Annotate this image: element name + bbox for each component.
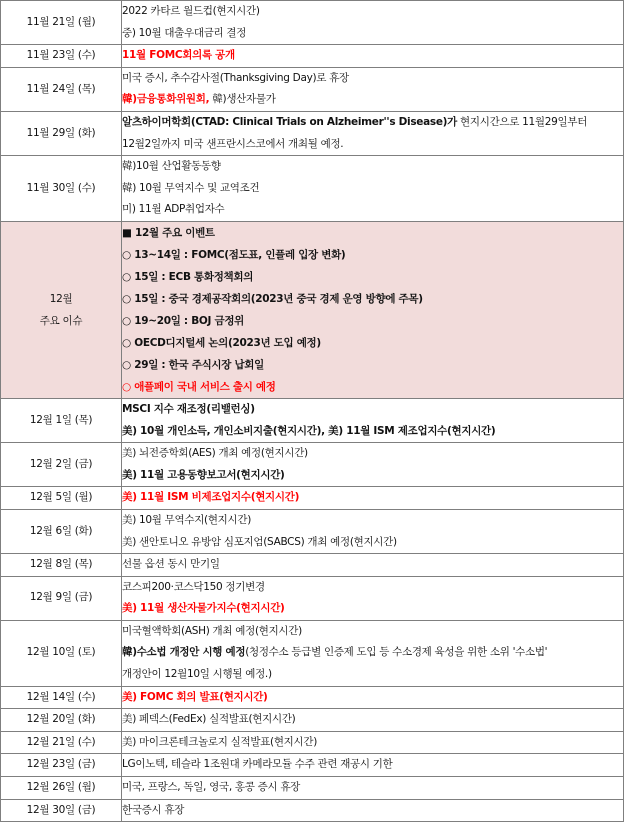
description-line: [122, 421, 623, 443]
schedule-date: [1, 777, 122, 800]
schedule-description: [122, 576, 624, 620]
schedule-row: [1, 777, 624, 800]
schedule-date: [1, 620, 122, 686]
schedule-date: [1, 686, 122, 709]
schedule-description: [122, 799, 624, 822]
schedule-description: [122, 554, 624, 577]
description-text: ■ 12월 주요 이벤트: [122, 226, 215, 239]
description-line: [122, 45, 623, 67]
schedule-date-text: 12월: [49, 292, 73, 305]
schedule-date-text: 12월 5일 (월): [29, 491, 93, 504]
schedule-row: [1, 709, 624, 732]
schedule-date: [1, 156, 122, 222]
schedule-date-text: 11월 21일 (월): [26, 15, 96, 28]
description-line: [122, 621, 623, 643]
description-line: [122, 554, 623, 576]
description-text: 미국 증시, 추수감사절(Thanksgiving Day)로 휴장: [122, 71, 349, 84]
description-text: 美) 마이크론테크놀로지 실적발표(현지시간): [122, 735, 317, 748]
description-line: [122, 222, 623, 244]
description-line: [122, 754, 623, 776]
schedule-date-text: 12월 1일 (목): [29, 413, 93, 426]
schedule-date: [1, 398, 122, 442]
description-line: [122, 1, 623, 23]
description-text: 韓)10월 산업활동동향: [122, 160, 221, 173]
schedule-date-text: 11월 24일 (목): [26, 82, 96, 95]
description-line: [122, 687, 623, 709]
schedule-row: [1, 443, 624, 487]
description-text: ○ 15일 : 중국 경제공작회의(2023년 중국 경제 운영 방향에 주목): [122, 292, 423, 305]
schedule-description: [122, 777, 624, 800]
schedule-date: [1, 576, 122, 620]
schedule-row: [1, 554, 624, 577]
description-line: [122, 598, 623, 620]
description-text: ○ 15일 : ECB 통화정책회의: [122, 270, 254, 283]
description-text: 美) 10월 무역수지(현지시간): [122, 513, 252, 526]
schedule-description: [122, 45, 624, 68]
description-text: 한국증시 휴장: [122, 803, 185, 816]
description-line: [122, 134, 623, 156]
schedule-date: [1, 754, 122, 777]
description-line: [122, 732, 623, 754]
schedule-date-text: 12월 14일 (수): [26, 690, 96, 703]
description-line: [122, 156, 623, 178]
schedule-date-text: 주요 이슈: [39, 314, 83, 327]
description-line: [122, 443, 623, 465]
description-line: [122, 664, 623, 686]
schedule-date: [1, 221, 122, 398]
description-line: [122, 465, 623, 487]
description-text: 美) FOMC 회의 발표(현지시간): [122, 690, 268, 703]
description-text: 알츠하이머학회(CTAD: Clinical Trials on Alzheimer''s Disease)가: [122, 115, 458, 128]
schedule-row: [1, 731, 624, 754]
schedule-body: [1, 1, 624, 822]
description-line: [122, 777, 623, 799]
description-text: LG이노텍, 테슬라 1조원대 카메라모듈 수주 관련 재공시 기한: [122, 758, 393, 771]
description-text: 12월2일까지 미국 샌프란시스코에서 개최될 예정.: [122, 137, 344, 150]
description-line: [122, 310, 623, 332]
description-text: 선물 옵션 동시 만기일: [122, 558, 220, 571]
schedule-row: [1, 45, 624, 68]
schedule-description: [122, 754, 624, 777]
schedule-description: [122, 156, 624, 222]
schedule-description: [122, 443, 624, 487]
description-text: 코스피200·코스닥150 정기변경: [122, 580, 265, 593]
description-text: MSCI 지수 재조정(리밸런싱): [122, 402, 255, 415]
schedule-date-text: 12월 23일 (금): [26, 758, 96, 771]
schedule-row: [1, 487, 624, 510]
schedule-date-text: 11월 30일 (수): [26, 181, 96, 194]
schedule-description: [122, 67, 624, 111]
schedule-date: [1, 799, 122, 822]
description-line: [122, 399, 623, 421]
schedule-description: [122, 1, 624, 45]
description-line: [122, 800, 623, 822]
schedule-row: [1, 111, 624, 155]
schedule-description: [122, 487, 624, 510]
description-line: [122, 199, 623, 221]
description-line: [122, 68, 623, 90]
schedule-row: [1, 754, 624, 777]
description-line: [122, 112, 623, 134]
schedule-row: [1, 1, 624, 45]
schedule-row: [1, 398, 624, 442]
schedule-date-text: 12월 10일 (토): [26, 646, 96, 659]
description-text: ○ 19~20일 : BOJ 금정위: [122, 314, 245, 327]
description-text: 미국혈액학회(ASH) 개최 예정(현지시간): [122, 624, 302, 637]
description-text: ○ 29일 : 한국 주식시장 납회일: [122, 358, 264, 371]
schedule-date-text: 12월 6일 (화): [29, 524, 93, 537]
schedule-date-text: 12월 2일 (금): [29, 457, 93, 470]
description-text: 美) 10월 개인소득, 개인소비지출(현지시간), 美) 11월 ISM 제조업지수(현지시간): [122, 424, 496, 437]
schedule-date-text: 11월 23일 (수): [26, 49, 96, 62]
description-line: [122, 487, 623, 509]
schedule-description: [122, 221, 624, 398]
schedule-row: [1, 576, 624, 620]
schedule-date: [1, 45, 122, 68]
schedule-date: [1, 731, 122, 754]
description-text: 중) 10월 대출우대금리 결정: [122, 26, 247, 39]
description-text: 美) 뇌전증학회(AES) 개최 예정(현지시간): [122, 447, 308, 460]
description-text: 韓)수소법 개정안 시행 예정: [122, 646, 246, 659]
description-line: [122, 709, 623, 731]
schedule-date-text: 12월 20일 (화): [26, 713, 96, 726]
description-text: 美) 11월 ISM 비제조업지수(현지시간): [122, 491, 300, 504]
schedule-description: [122, 509, 624, 553]
description-line: [122, 23, 623, 45]
description-text: ○ 13~14일 : FOMC(점도표, 인플레 입장 변화): [122, 248, 346, 261]
description-text: 韓) 10월 무역지수 및 교역조건: [122, 181, 260, 194]
schedule-row: [1, 799, 624, 822]
description-line: [122, 642, 623, 664]
description-text: ○ 애플페이 국내 서비스 출시 예정: [122, 380, 276, 393]
schedule-date-text: 12월 21일 (수): [26, 735, 96, 748]
description-text: 美) 11월 생산자물가지수(현지시간): [122, 602, 285, 615]
schedule-description: [122, 111, 624, 155]
schedule-date: [1, 111, 122, 155]
description-text: 2022 카타르 월드컵(현지시간): [122, 5, 260, 17]
description-text: 현지시간으로 11월29일부터: [457, 115, 588, 128]
description-text: 미국, 프랑스, 독일, 영국, 홍콩 증시 휴장: [122, 781, 301, 794]
description-text: 美) 페덱스(FedEx) 실적발표(현지시간): [122, 713, 296, 726]
schedule-date-text: 12월 30일 (금): [26, 803, 96, 816]
description-text: ○ OECD디지털세 논의(2023년 도입 예정): [122, 336, 321, 349]
description-text: (청정수소 등급별 인증제 도입 등 수소경제 육성을 위한 소위 '수소법': [245, 646, 548, 659]
description-text: 美) 11월 고용동향보고서(현지시간): [122, 468, 285, 481]
description-line: [122, 376, 623, 398]
description-line: [122, 89, 623, 111]
description-line: [122, 510, 623, 532]
schedule-description: [122, 709, 624, 732]
schedule-date: [1, 709, 122, 732]
description-line: [122, 178, 623, 200]
schedule-date-text: 12월 26일 (월): [26, 781, 96, 794]
schedule-date: [1, 487, 122, 510]
description-line: [122, 577, 623, 599]
schedule-row: [1, 686, 624, 709]
schedule-row: [1, 156, 624, 222]
schedule-date: [1, 1, 122, 45]
description-text: 韓)금융통화위원회,: [122, 93, 210, 106]
schedule-description: [122, 686, 624, 709]
schedule-date-text: 11월 29일 (화): [26, 126, 96, 139]
description-line: [122, 532, 623, 554]
schedule-description: [122, 731, 624, 754]
schedule-row: [1, 509, 624, 553]
schedule-date: [1, 509, 122, 553]
description-line: [122, 354, 623, 376]
schedule-date-text: 12월 9일 (금): [29, 591, 93, 604]
schedule-date: [1, 554, 122, 577]
description-text: 11월 FOMC회의록 공개: [122, 49, 235, 62]
description-line: [122, 332, 623, 354]
schedule-date-text: 12월 8일 (목): [29, 558, 93, 571]
description-line: [122, 244, 623, 266]
description-text: 美) 샌안토니오 유방암 심포지엄(SABCS) 개최 예정(현지시간): [122, 535, 397, 548]
description-text: 개정안이 12월10일 시행될 예정.): [122, 668, 272, 681]
description-line: [122, 288, 623, 310]
description-text: 韓)생산자물가: [209, 93, 276, 106]
schedule-date: [1, 443, 122, 487]
schedule-row: [1, 620, 624, 686]
schedule-row: [1, 67, 624, 111]
description-line: [122, 266, 623, 288]
schedule-date: [1, 67, 122, 111]
description-text: 미) 11월 ADP취업자수: [122, 203, 225, 216]
schedule-description: [122, 398, 624, 442]
schedule-row: [1, 221, 624, 398]
schedule-description: [122, 620, 624, 686]
